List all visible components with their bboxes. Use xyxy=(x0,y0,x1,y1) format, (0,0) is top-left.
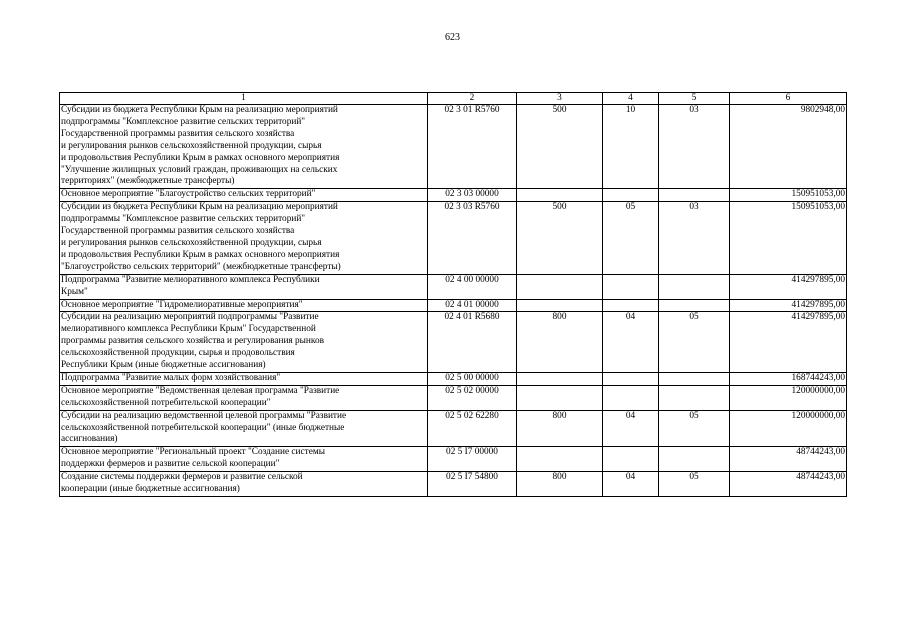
page-number: 623 xyxy=(445,32,460,43)
row-sum-cell: 120000000,00 xyxy=(730,410,847,447)
row-section-cell: 04 xyxy=(603,410,659,447)
table-row xyxy=(60,447,847,472)
row-code-cell: 02 5 I7 54800 xyxy=(428,472,517,497)
row-expense-type-cell xyxy=(517,189,603,202)
row-subsection-cell xyxy=(659,447,730,472)
table-row xyxy=(60,385,847,410)
row-code-cell: 02 5 I7 00000 xyxy=(428,447,517,472)
row-section-cell: 10 xyxy=(603,105,659,189)
row-section-cell xyxy=(603,447,659,472)
row-name-cell: Подпрограмма "Развитие мелиоративного комплекса Республики Крым" xyxy=(60,274,428,299)
row-name-cell: Основное мероприятие "Ведомственная целевая программа "Развитие сельскохозяйственной потребительской кооперации" xyxy=(60,385,428,410)
row-name-cell: Основное мероприятие "Региональный проект "Создание системы поддержки фермеров и развитие сельской кооперации" xyxy=(60,447,428,472)
row-code-cell: 02 3 01 R5760 xyxy=(428,105,517,189)
row-expense-type-cell xyxy=(517,274,603,299)
row-name-cell: Основное мероприятие "Гидромелиоративные мероприятия" xyxy=(60,299,428,312)
column-header: 4 xyxy=(603,93,659,105)
row-code-cell: 02 4 01 R5680 xyxy=(428,312,517,373)
row-section-cell: 04 xyxy=(603,472,659,497)
row-subsection-cell: 03 xyxy=(659,105,730,189)
table-row xyxy=(60,299,847,312)
table-row xyxy=(60,105,847,189)
row-subsection-cell: 05 xyxy=(659,410,730,447)
table-row xyxy=(60,274,847,299)
budget-table xyxy=(59,92,847,497)
column-header: 5 xyxy=(659,93,730,105)
row-sum-cell: 414297895,00 xyxy=(730,274,847,299)
row-subsection-cell xyxy=(659,299,730,312)
row-sum-cell: 414297895,00 xyxy=(730,299,847,312)
column-header: 3 xyxy=(517,93,603,105)
row-section-cell: 05 xyxy=(603,202,659,274)
row-expense-type-cell: 800 xyxy=(517,312,603,373)
row-name-cell: Субсидии из бюджета Республики Крым на реализацию мероприятий подпрограммы "Комплексное развитие сельских территорий" Государственной программы развития сельского хозяйства и регулирования рынков сельскохозяйственной продукции, сырья и продовольствия Республики Крым в рамках основного мероприятия "Благоустройство сельских территорий" (межбюджетные трансферты) xyxy=(60,202,428,274)
row-code-cell: 02 3 03 R5760 xyxy=(428,202,517,274)
row-sum-cell: 48744243,00 xyxy=(730,472,847,497)
table-row xyxy=(60,202,847,274)
row-name-cell: Подпрограмма "Развитие малых форм хозяйствования" xyxy=(60,372,428,385)
row-expense-type-cell xyxy=(517,385,603,410)
table-body xyxy=(60,105,847,497)
row-subsection-cell xyxy=(659,274,730,299)
row-sum-cell: 120000000,00 xyxy=(730,385,847,410)
row-sum-cell: 168744243,00 xyxy=(730,372,847,385)
row-section-cell xyxy=(603,274,659,299)
row-section-cell xyxy=(603,189,659,202)
row-name-cell: Субсидии на реализацию мероприятий подпрограммы "Развитие мелиоративного комплекса Республики Крым" Государственной программы развития сельского хозяйства и регулирования рынков сельскохозяйственной продукции, сырья и продовольствия Республики Крым (иные бюджетные ассигнования) xyxy=(60,312,428,373)
row-code-cell: 02 5 02 00000 xyxy=(428,385,517,410)
row-expense-type-cell: 800 xyxy=(517,472,603,497)
row-section-cell: 04 xyxy=(603,312,659,373)
row-sum-cell: 150951053,00 xyxy=(730,202,847,274)
row-subsection-cell xyxy=(659,385,730,410)
table-row xyxy=(60,372,847,385)
row-code-cell: 02 4 01 00000 xyxy=(428,299,517,312)
row-code-cell: 02 5 02 62280 xyxy=(428,410,517,447)
row-name-cell: Создание системы поддержки фермеров и развитие сельской кооперации (иные бюджетные ассигнования) xyxy=(60,472,428,497)
row-subsection-cell xyxy=(659,189,730,202)
row-sum-cell: 150951053,00 xyxy=(730,189,847,202)
row-code-cell: 02 5 00 00000 xyxy=(428,372,517,385)
row-subsection-cell: 03 xyxy=(659,202,730,274)
row-expense-type-cell xyxy=(517,299,603,312)
row-section-cell xyxy=(603,299,659,312)
row-expense-type-cell xyxy=(517,372,603,385)
row-expense-type-cell: 800 xyxy=(517,410,603,447)
column-number-row xyxy=(60,93,847,105)
table-row xyxy=(60,410,847,447)
row-sum-cell: 9802948,00 xyxy=(730,105,847,189)
column-header: 6 xyxy=(730,93,847,105)
column-header: 2 xyxy=(428,93,517,105)
row-subsection-cell: 05 xyxy=(659,312,730,373)
row-expense-type-cell xyxy=(517,447,603,472)
row-expense-type-cell: 500 xyxy=(517,105,603,189)
row-name-cell: Субсидии на реализацию ведомственной целевой программы "Развитие сельскохозяйственной потребительской кооперации" (иные бюджетные ассигнования) xyxy=(60,410,428,447)
row-name-cell: Основное мероприятие "Благоустройство сельских территорий" xyxy=(60,189,428,202)
table-row xyxy=(60,189,847,202)
table-row xyxy=(60,312,847,373)
row-sum-cell: 48744243,00 xyxy=(730,447,847,472)
row-subsection-cell: 05 xyxy=(659,472,730,497)
row-code-cell: 02 3 03 00000 xyxy=(428,189,517,202)
row-name-cell: Субсидии из бюджета Республики Крым на реализацию мероприятий подпрограммы "Комплексное развитие сельских территорий" Государственной программы развития сельского хозяйства и регулирования рынков сельскохозяйственной продукции, сырья и продовольствия Республики Крым в рамках основного мероприятия "Улучшение жилищных условий граждан, проживающих на сельских территориях" (межбюджетные трансферты) xyxy=(60,105,428,189)
row-expense-type-cell: 500 xyxy=(517,202,603,274)
row-sum-cell: 414297895,00 xyxy=(730,312,847,373)
row-section-cell xyxy=(603,385,659,410)
table-row xyxy=(60,472,847,497)
column-header: 1 xyxy=(60,93,428,105)
row-section-cell xyxy=(603,372,659,385)
row-code-cell: 02 4 00 00000 xyxy=(428,274,517,299)
row-subsection-cell xyxy=(659,372,730,385)
